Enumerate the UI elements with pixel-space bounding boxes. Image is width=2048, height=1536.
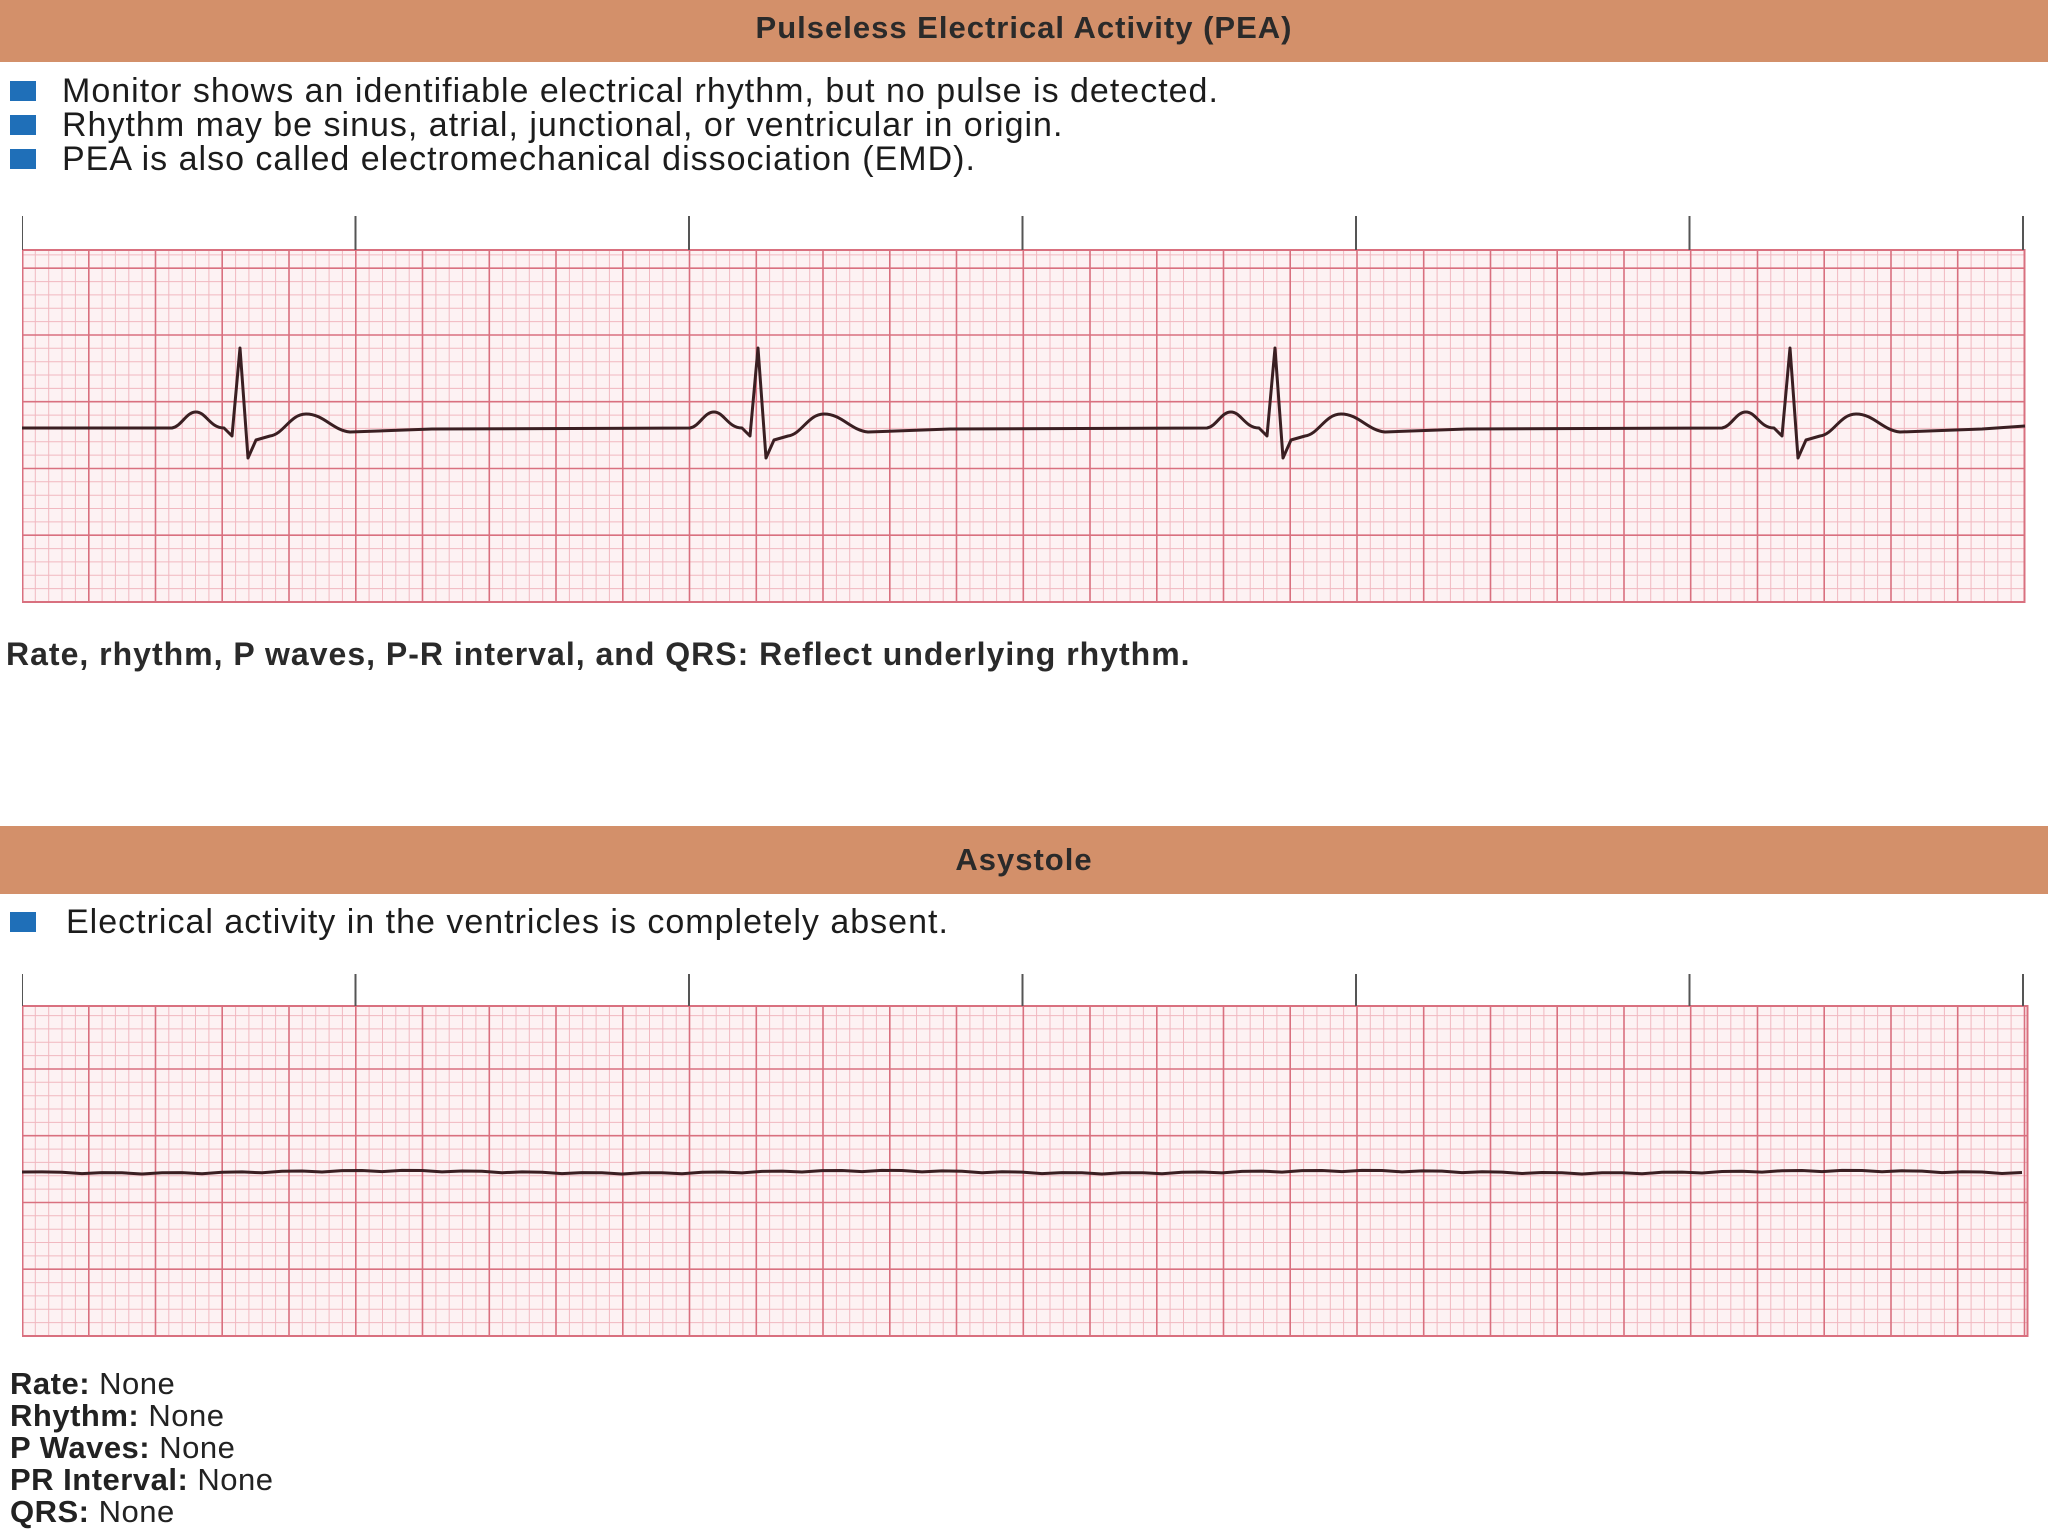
summary-label: PR Interval:	[10, 1462, 189, 1497]
summary-row-qrs	[10, 1496, 274, 1528]
pea-section-title: Pulseless Electrical Activity (PEA)	[0, 0, 2048, 62]
asystole-bullet-text: Electrical activity in the ventricles is completely absent.	[66, 903, 949, 941]
bullet-square-icon	[10, 912, 36, 932]
summary-row-p-waves	[10, 1432, 274, 1464]
asystole-ecg-strip	[22, 972, 2030, 1338]
summary-value: None	[98, 1494, 175, 1529]
pea-bullet-text: Rhythm may be sinus, atrial, junctional, or ventricular in origin.	[62, 106, 1064, 144]
asystole-section-title: Asystole	[0, 826, 2048, 894]
summary-row-pr-interval	[10, 1464, 274, 1496]
summary-value: None	[99, 1366, 176, 1401]
pea-caption: Rate, rhythm, P waves, P-R interval, and QRS: Reflect underlying rhythm.	[6, 636, 1191, 672]
summary-label: QRS:	[10, 1494, 90, 1529]
asystole-bullet-item	[0, 904, 949, 940]
summary-label: Rhythm:	[10, 1398, 140, 1433]
summary-row-rhythm	[10, 1400, 274, 1432]
pea-bullet-item	[0, 108, 1219, 142]
summary-row-rate	[10, 1368, 274, 1400]
pea-ecg-svg	[22, 214, 2027, 604]
asystole-bullet-list	[0, 904, 949, 940]
summary-value: None	[197, 1462, 274, 1497]
asystole-summary-list	[10, 1368, 274, 1528]
pea-bullet-text: PEA is also called electromechanical dissociation (EMD).	[62, 140, 976, 178]
pea-bullet-list	[0, 74, 1219, 176]
summary-label: Rate:	[10, 1366, 91, 1401]
bullet-square-icon	[10, 149, 36, 169]
summary-value: None	[148, 1398, 225, 1433]
summary-value: None	[159, 1430, 236, 1465]
pea-bullet-item	[0, 74, 1219, 108]
pea-bullet-text: Monitor shows an identifiable electrical rhythm, but no pulse is detected.	[62, 72, 1219, 110]
bullet-square-icon	[10, 81, 36, 101]
summary-label: P Waves:	[10, 1430, 151, 1465]
asystole-ecg-svg	[22, 972, 2030, 1338]
pea-ecg-strip	[22, 214, 2027, 604]
pea-bullet-item	[0, 142, 1219, 176]
bullet-square-icon	[10, 115, 36, 135]
